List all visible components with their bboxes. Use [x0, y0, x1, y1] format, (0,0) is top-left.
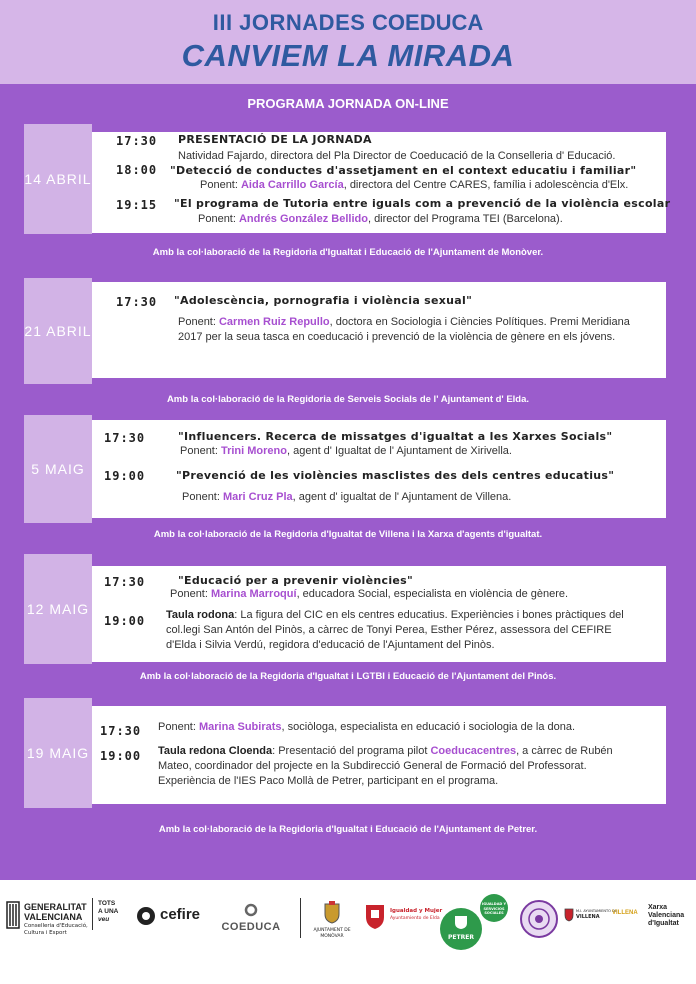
- speaker-name: Carmen Ruiz Repullo: [218, 316, 330, 328]
- session-time: 17:30: [116, 295, 158, 309]
- petrer-logo: PETRER: [440, 908, 482, 950]
- day-label-21-abril: 21 ABRIL: [24, 278, 92, 384]
- event-title: III JORNADES COEDUCA: [212, 10, 484, 35]
- session-card-19-maig: [92, 706, 666, 804]
- session-time: 18:00: [116, 163, 158, 177]
- session-title: "Educació per a prevenir violències": [178, 574, 414, 587]
- session-title: "Detecció de conductes d'assetjament en el context educatiu i familiar": [170, 164, 637, 177]
- program-title: PROGRAMA JORNADA ON-LINE: [247, 96, 449, 111]
- coeduca-logo: COEDUCA: [218, 902, 284, 933]
- speaker-name: Marina Subirats: [198, 721, 282, 733]
- session-label: Taula redona Cloenda: [158, 745, 273, 757]
- monovar-crest-icon: [322, 900, 342, 924]
- session-description: Taula rodona: La figura del CIC en els centres educatius. Experiències i bones pràctiques del col.legi San Antón del Pinòs, a càrrec de Tonyi Perea, Esther Pérez, assessora del CEFIRE d'Elda i Silvia Verdú, regidora d'educació de l'Ajuntament del Pinòs.: [166, 609, 624, 651]
- session-description: Natividad Fajardo, directora del Pla Director de Coeducació de la Conselleria d' Educació.: [178, 150, 616, 162]
- day-label-19-maig: 19 MAIG: [24, 698, 92, 808]
- session-card-5-maig: [92, 420, 666, 518]
- day-label-14-abril: 14 ABRIL: [24, 124, 92, 234]
- igualdad-servicios-sociales-badge: IGUALDAD Y SERVICIOS SOCIALES: [480, 894, 508, 922]
- session-label: Taula rodona: [166, 609, 235, 621]
- petrer-crest-icon: [453, 914, 469, 930]
- session-card-14-abril: [92, 132, 671, 233]
- session-time: 17:30: [104, 575, 146, 589]
- elda-crest-icon: [364, 902, 386, 930]
- speaker-name: Marina Marroquí: [210, 588, 297, 600]
- collaboration-note: Amb la col·laboració de la Regidoria d'Igualtat i Educació de l'Ajuntament de Monòver.: [152, 247, 544, 258]
- gv-crest-icon: [6, 900, 20, 930]
- tots-a-una-veu-logo: TOTS A UNA veu: [98, 900, 119, 923]
- collaboration-note: Amb la col·laboració de la Regidoria d'Igualtat de Villena i la Xarxa d'agents d'igualtat.: [153, 529, 543, 540]
- pinos-seal: [520, 900, 558, 938]
- collaboration-note: Amb la col·laboració de la Regidoria de Serveis Socials de l' Ajuntament d' Elda.: [166, 394, 530, 405]
- divider: [92, 898, 93, 930]
- divider: [300, 898, 301, 938]
- speaker-name: Andrés González Bellido: [238, 213, 368, 225]
- monovar-logo: AJUNTAMENT DE MONÒVAR: [310, 900, 354, 940]
- session-time: 19:00: [104, 614, 146, 628]
- session-speaker: Ponent: Trini Moreno, agent d' Igualtat de l' Ajuntament de Xirivella.: [180, 445, 512, 457]
- day-label-12-maig: 12 MAIG: [24, 554, 92, 664]
- header-banner: [0, 0, 696, 84]
- session-speaker: Ponent: Carmen Ruiz Repullo, doctora en Sociologia i Ciències Polítiques. Premi Meridiana 2017 per la seua tasca en coeducació i prevenció de la violència de gènere en els jóvens.: [178, 316, 630, 343]
- session-speaker: Ponent: Mari Cruz Pla, agent d' igualtat de l' Ajuntament de Villena.: [182, 491, 512, 503]
- sponsor-logos: GENERALITAT VALENCIANA Conselleria d'Educació, Cultura i Esport TOTS A UNA veu cefire COEDUCA AJUNTAMENT DE MONÒVAR Igualdad y Mujer Ayuntamiento de Elda IGUALDAD Y SERVICIOS SOCIALES PETRER M.I. AYUNTAMIENTO DE VILLENA VILLENA Xarxa Valenciana d'Igualtat: [0, 880, 696, 984]
- session-title: PRESENTACIÓ DE LA JORNADA: [178, 133, 372, 146]
- session-speaker: Ponent: Aida Carrillo García, directora del Centre CARES, família i adolescència d'Elx.: [200, 179, 629, 191]
- session-description: Taula redona Cloenda: Presentació del programa pilot Coeducacentres, a càrrec de Rubén Mateo, coordinador del projecte en la Subdirecció General de Formació del Professorat. Experiència de l'IES Paco Mollà de Petrer, participant en el programa.: [158, 745, 613, 787]
- xarxa-igualtat-logo: Xarxa Valenciana d'Igualtat: [648, 904, 685, 927]
- villena-crest-icon: [564, 908, 574, 922]
- day-label-5-maig: 5 MAIG: [24, 415, 92, 523]
- cefire-icon: [136, 906, 156, 926]
- coeduca-brand: COEDUCA: [372, 10, 484, 35]
- session-time: 19:00: [100, 749, 142, 763]
- session-speaker: Ponent: Marina Subirats, sociòloga, especialista en educació i sociologia de la dona.: [158, 721, 576, 733]
- speaker-name: Trini Moreno: [220, 445, 287, 457]
- event-subtitle: CANVIEM LA MIRADA: [181, 38, 515, 73]
- speaker-name: Aida Carrillo García: [240, 179, 344, 191]
- villena-logo: VILLENA: [612, 910, 638, 916]
- session-card-12-maig: [92, 566, 666, 662]
- session-speaker: Ponent: Marina Marroquí, educadora Social, especialista en violència de gènere.: [170, 588, 569, 600]
- collaboration-note: Amb la col·laboració de la Regidoria d'Igualtat i LGTBI i Educació de l'Ajuntament del Pinós.: [139, 671, 557, 682]
- session-time: 17:30: [116, 134, 158, 148]
- session-title: "Adolescència, pornografia i violència sexual": [174, 294, 473, 307]
- session-title: "Influencers. Recerca de missatges d'igualtat a les Xarxes Socials": [178, 430, 613, 443]
- session-title: "El programa de Tutoria entre iguals com a prevenció de la violència escolar: [174, 197, 671, 210]
- pinos-seal-icon: [522, 902, 556, 936]
- session-time: 19:15: [116, 198, 158, 212]
- speaker-name: Mari Cruz Pla: [222, 491, 293, 503]
- session-time: 19:00: [104, 469, 146, 483]
- coeduca-icon: [243, 903, 259, 917]
- session-speaker: Ponent: Andrés González Bellido, director del Programa TEI (Barcelona).: [198, 213, 563, 225]
- session-title: "Prevenció de les violències masclistes des dels centres educatius": [176, 469, 615, 482]
- session-time: 17:30: [104, 431, 146, 445]
- collaboration-note: Amb la col·laboració de la Regidoria d'Igualtat i Educació de l'Ajuntament de Petrer.: [158, 824, 538, 835]
- session-card-21-abril: [92, 282, 666, 378]
- session-time: 17:30: [100, 724, 142, 738]
- program-name: Coeducacentres: [430, 745, 517, 757]
